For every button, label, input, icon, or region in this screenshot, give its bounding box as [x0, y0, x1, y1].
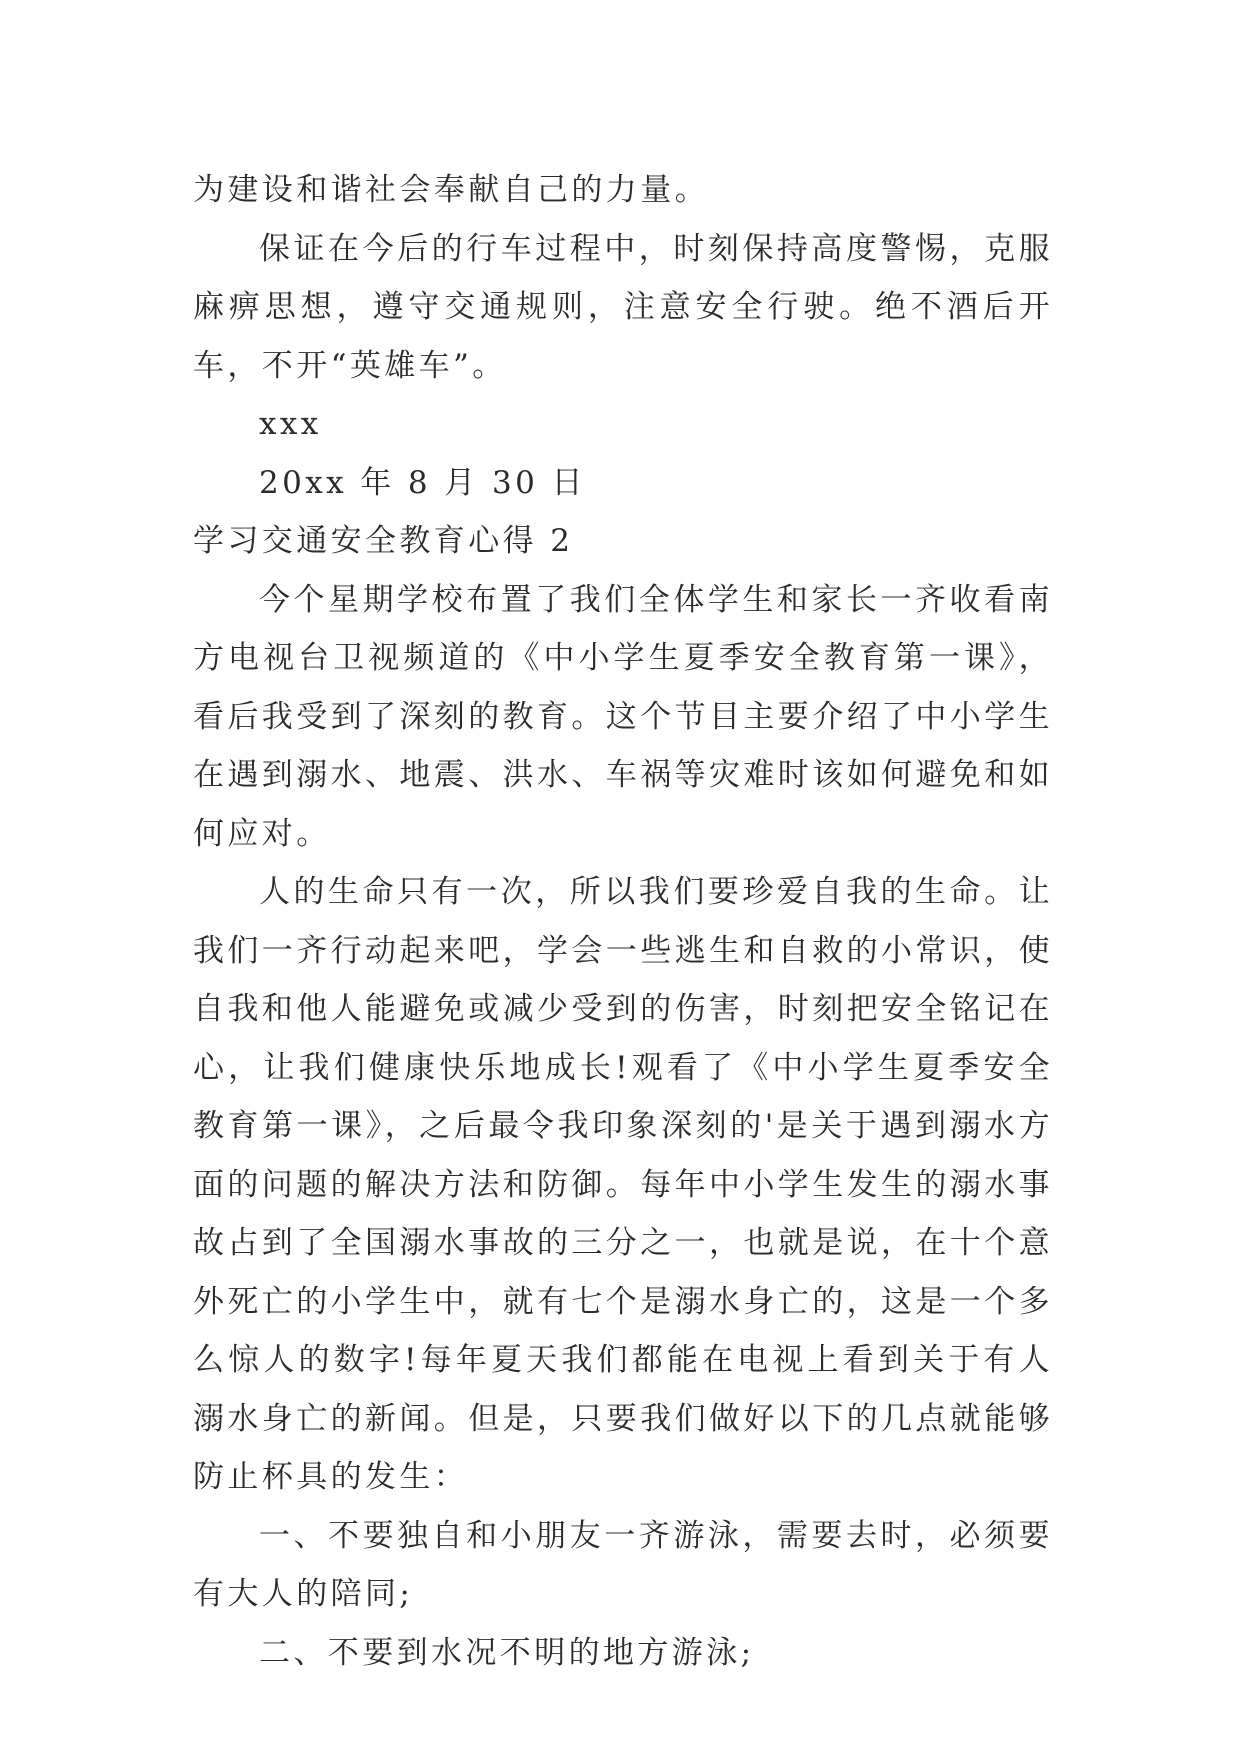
section-title: 学习交通安全教育心得 2 [193, 523, 574, 559]
document-body [193, 161, 1053, 1682]
signature: xxx [259, 406, 322, 442]
paragraph-closing-line: 为建设和谐社会奉献自己的力量。 [193, 172, 709, 208]
paragraph-item-two: 二、不要到水况不明的地方游泳; [259, 1634, 755, 1671]
paragraph-main: 人的生命只有一次，所以我们要珍爱自我的生命。让我们一齐行动起来吧，学会一些逃生和自救的小常识，使自我和他人能避免或减少受到的伤害，时刻把安全铭记在心，让我们健康快乐地成长!观看了《中小学生夏季安全教育第一课》，之后最令我印象深刻的'是关于遇到溺水方面的问题的解决方法和防御。每年中小学生发生的溺水事故占到了全国溺水事故的三分之一，也就是说，在十个意外死亡的小学生中，就有七个是溺水身亡的，这是一个多么惊人的数字!每年夏天我们都能在电视上看到关于有人溺水身亡的新闻。但是，只要我们做好以下的几点就能够防止杯具的发生： [193, 874, 1053, 1495]
paragraph-item-one: 一、不要独自和小朋友一齐游泳，需要去时，必须要有大人的陪同; [193, 1517, 1053, 1612]
paragraph-pledge: 保证在今后的行车过程中，时刻保持高度警惕，克服麻痹思想，遵守交通规则，注意安全行驶。绝不酒后开车，不开“英雄车”。 [193, 230, 1053, 384]
paragraph-intro: 今个星期学校布置了我们全体学生和家长一齐收看南方电视台卫视频道的《中小学生夏季安全教育第一课》，看后我受到了深刻的教育。这个节目主要介绍了中小学生在遇到溺水、地震、洪水、车祸等灾难时该如何避免和如何应对。 [193, 581, 1053, 852]
date: 20xx 年 8 月 30 日 [259, 464, 586, 501]
